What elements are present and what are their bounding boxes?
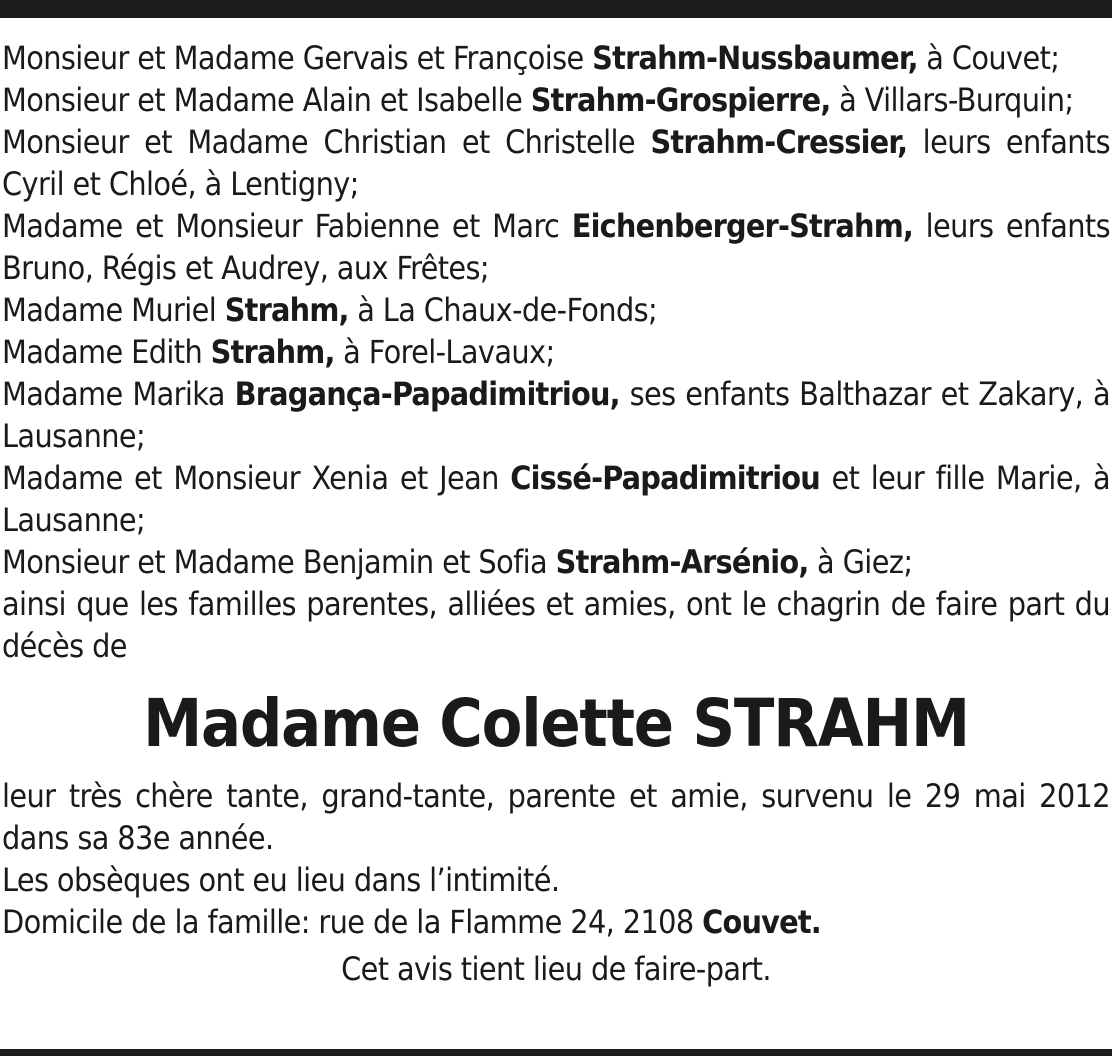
family-line-text: Madame Marika (2, 375, 235, 413)
family-line-text: à La Chaux-de-Fonds; (348, 291, 658, 329)
family-name: Strahm-Cressier, (650, 123, 908, 161)
family-name: Strahm-Grospierre, (530, 81, 831, 119)
family-name: Strahm, (210, 333, 335, 371)
family-line-text: leurs enfants Bruno, Régis et Audrey, aux Frêtes; (2, 207, 1110, 287)
obituary-notice (2, 37, 1110, 990)
family-line (2, 205, 1110, 289)
family-name: Strahm, (224, 291, 349, 329)
domicile-place: Couvet. (702, 903, 821, 941)
family-line-text: à Forel-Lavaux; (334, 333, 555, 371)
family-line-text: à Couvet; (917, 39, 1060, 77)
family-line-text: Madame et Monsieur Fabienne et Marc (2, 207, 572, 245)
family-line (2, 373, 1110, 457)
family-name: Eichenberger-Strahm, (571, 207, 914, 245)
family-name: Cissé-Papadimitriou (510, 459, 820, 497)
family-line (2, 457, 1110, 541)
relation-text: leur très chère tante, grand-tante, parente et amie, survenu le 29 mai 2012 dans sa 83e année. (2, 777, 1110, 857)
family-line-text: ses enfants Balthazar et Zakary, à Lausanne; (2, 375, 1110, 455)
family-line-text: Monsieur et Madame Alain et Isabelle (2, 81, 531, 119)
domicile-line (2, 901, 1110, 943)
family-line (2, 289, 1110, 331)
family-name: Strahm-Arsénio, (555, 543, 809, 581)
family-line (2, 121, 1110, 205)
family-line (2, 37, 1110, 79)
family-line-text: et leur fille Marie, à Lausanne; (2, 459, 1110, 539)
family-line-text: Madame Edith (2, 333, 211, 371)
family-line-text: à Giez; (808, 543, 913, 581)
family-line-text: leurs enfants Cyril et Chloé, à Lentigny; (2, 123, 1110, 203)
family-line-text: Madame Muriel (2, 291, 225, 329)
funeral-text: Les obsèques ont eu lieu dans l’intimité. (2, 861, 560, 899)
announcement-text: ainsi que les familles parentes, alliées et amies, ont le chagrin de faire part du décès de (2, 585, 1110, 665)
family-line-text: Monsieur et Madame Benjamin et Sofia (2, 543, 556, 581)
top-rule (0, 0, 1112, 18)
closing-note: Cet avis tient lieu de faire-part. (341, 950, 771, 988)
family-line-text: à Villars-Burquin; (830, 81, 1074, 119)
bottom-rule (0, 1049, 1112, 1056)
family-name: Bragança-Papadimitriou, (234, 375, 620, 413)
family-line (2, 79, 1110, 121)
family-line-text: Monsieur et Madame Christian et Christelle (2, 123, 651, 161)
family-line-text: Monsieur et Madame Gervais et Françoise (2, 39, 593, 77)
family-line (2, 331, 1110, 373)
family-line-text: Madame et Monsieur Xenia et Jean (2, 459, 511, 497)
family-name: Strahm-Nussbaumer, (592, 39, 918, 77)
domicile-address: Domicile de la famille: rue de la Flamme 24, 2108 (2, 903, 703, 941)
family-line (2, 541, 1110, 583)
deceased-name: Madame Colette STRAHM (143, 685, 969, 762)
